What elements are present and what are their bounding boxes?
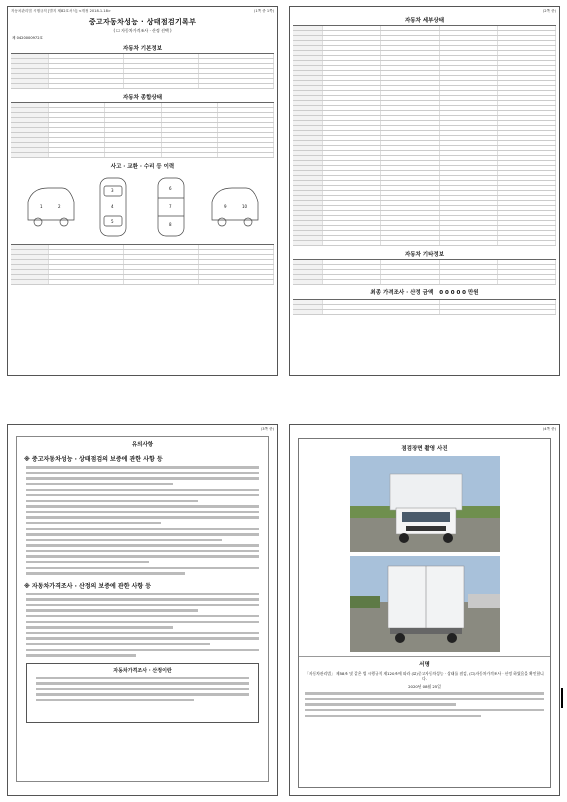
part-label: 1 (39, 204, 43, 210)
page-header (8, 425, 277, 432)
signature-heading: 서명 (299, 656, 550, 668)
summary-heading: 자동차 종합상태 (122, 95, 163, 102)
signature-date: 2020년 08월 25일 (408, 684, 441, 689)
price-value: 0 0 0 0 0 (439, 290, 467, 296)
part-label: 3 (110, 188, 114, 194)
page-title: 중고자동차성능 · 상태점검기록부 (88, 18, 197, 26)
page-number: (4쪽 중) (542, 427, 556, 431)
price-warranty-heading: ※ 자동차가격조사 · 산정의 보증에 관한 사항 등 (24, 582, 152, 590)
text-cursor (561, 688, 563, 708)
photo-page (289, 424, 560, 796)
page-number: (1쪽 중 1쪽) (253, 9, 274, 13)
detail-status-heading: 자동차 세부상태 (404, 18, 445, 24)
final-price (290, 288, 559, 296)
page-header (290, 425, 559, 432)
page-header (8, 7, 277, 14)
price-definition-title: 자동차가격조사 · 산정이란 (113, 667, 172, 674)
part-label: 10 (241, 204, 247, 210)
inspection-record-page (7, 6, 278, 376)
notice-heading: 유의사항 (131, 442, 154, 448)
notice-page (7, 424, 278, 796)
other-info-table (293, 259, 556, 285)
truck-front-photo (350, 456, 500, 552)
basic-info-heading: 자동차 기본정보 (122, 46, 163, 53)
detail-status-page (289, 6, 560, 376)
photo-title: 점검장면 촬영 사진 (401, 446, 448, 452)
accident-history-heading: 사고 · 교환 · 수리 등 이력 (110, 164, 175, 171)
basic-info-table (11, 53, 274, 89)
signature-table (293, 299, 556, 315)
car-outline-diagram (18, 172, 268, 242)
notice-content (16, 436, 269, 782)
photo-frame (298, 438, 551, 788)
form-reference: 자동차관리법 시행규칙 [별지 제82호서식] <개정 2018.1.18> (11, 9, 111, 13)
car-diagram (12, 172, 273, 242)
part-label: 7 (168, 204, 172, 210)
detail-status-table (293, 25, 556, 246)
part-label: 9 (223, 204, 227, 210)
document-number: 제 0420000972호 (12, 36, 43, 40)
part-label: 2 (57, 204, 61, 210)
part-label: 6 (168, 186, 172, 192)
truck-rear-photo (350, 556, 500, 652)
page-number: (2쪽 중) (542, 9, 556, 13)
accident-table (11, 244, 274, 285)
page-number: (3쪽 중) (260, 427, 274, 431)
price-label: 최종 가격조사 · 산정 금액 (370, 290, 434, 296)
other-info-heading: 자동차 기타정보 (404, 252, 445, 258)
page-subtitle: ( ☐ 자동차가격조사 · 산정 선택 ) (113, 28, 172, 33)
price-definition-box (26, 663, 259, 723)
part-label: 4 (110, 204, 114, 210)
part-label: 8 (168, 222, 172, 228)
part-label: 5 (110, 219, 114, 225)
signature-statement: 「자동차관리법」 제58조 및 같은 법 시행규칙 제120조에 따라 (☑)중고자동차성능 · 상태를 점검, (☐)자동차가격조사 · 산정 하였음을 확인합니다. (305, 671, 544, 681)
summary-table (11, 102, 274, 158)
inspection-warranty-heading: ※ 중고자동차성능 · 상태점검의 보증에 관한 사항 등 (24, 456, 163, 463)
price-unit: 만원 (467, 290, 479, 296)
page-header (290, 7, 559, 14)
